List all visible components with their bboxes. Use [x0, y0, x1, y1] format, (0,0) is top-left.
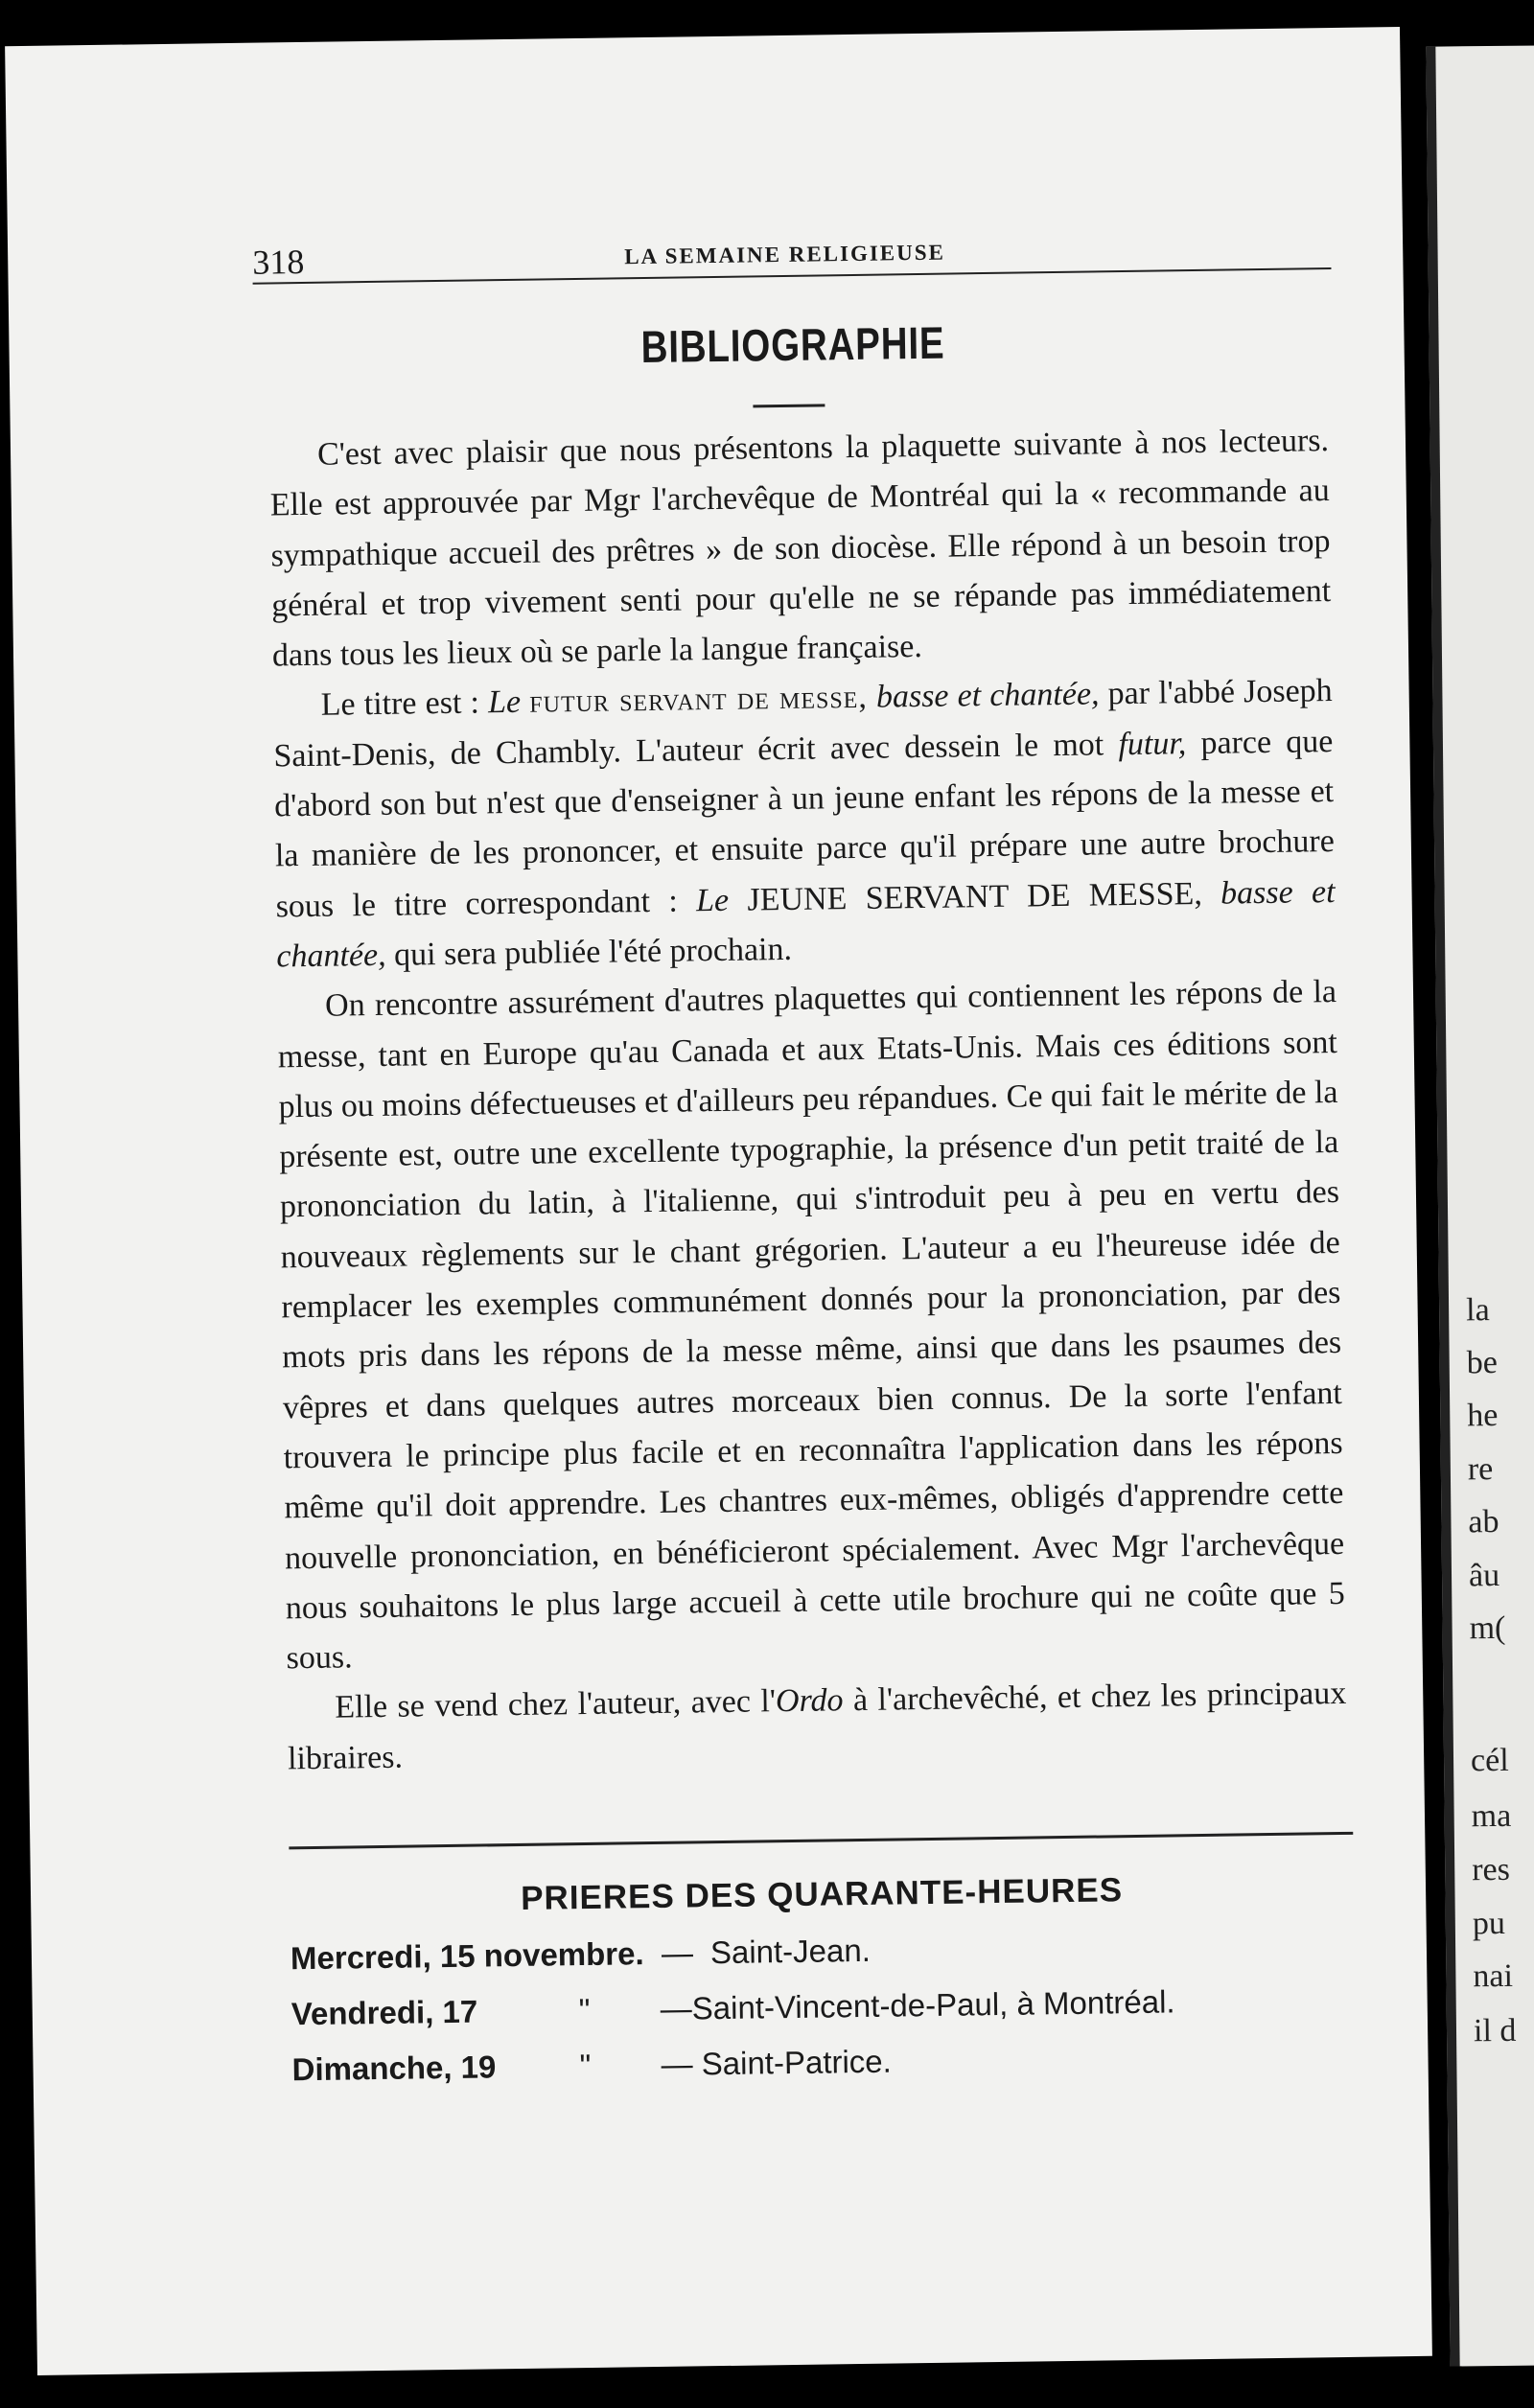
quarante-heures-schedule [290, 1868, 1357, 2107]
paragraph-4: Elle se vend chez l'auteur, avec l'Ordo à l'archevêché, et chez les principaux libraires. [287, 1676, 1347, 1777]
schedule-row: Mercredi, 15 novembre. — Saint-Jean. [290, 1932, 872, 1977]
journal-title: LA SEMAINE RELIGIEUSE [624, 240, 946, 269]
schedule-title: PRIERES DES QUARANTE-HEURES [520, 1871, 1124, 1917]
article-body [269, 416, 1348, 1784]
scanned-page [5, 27, 1432, 2375]
adjacent-page-edge: la be he re ab âu m( cél ma res pu nai il d [1426, 45, 1534, 2366]
page-number: 318 [252, 242, 305, 282]
paragraph-1: C'est avec plaisir que nous présentons la plaquette suivante à nos lecteurs. Elle est approuvée par Mgr l'archevêque de Montréal qui la « recommande au sympathique accueil des prêtres » de son diocèse. Elle répond à un besoin trop général et trop vivement senti pour qu'elle ne se répande pas immédiatement dans tous les lieux où se parle la langue française. [269, 423, 1332, 674]
title-rule [753, 404, 825, 407]
paragraph-2: Le titre est : Le futur servant de messe, basse et chantée, par l'abbé Joseph Saint-Denis, de Chambly. L'auteur écrit avec dessein le mot futur, parce que d'abord son but n'est que d'enseigner à un jeune enfant les répons de la messe et la manière de les prononcer, et ensuite parce qu'il prépare une autre brochure sous le titre correspondant : Le JEUNE SERVANT DE MESSE, basse et chantée, qui sera publiée l'été prochain. [273, 673, 1336, 975]
schedule-row: Vendredi, 17 " —Saint-Vincent-de-Paul, à Montréal. [291, 1983, 1175, 2032]
paragraph-3: On rencontre assurément d'autres plaquettes qui contiennent les répons de la messe, tant en Europe qu'au Canada et aux Etats-Unis. Mais ces éditions sont plus ou moins défectueuses et d'ailleurs peu répandues. Ce qui fait le mérite de la présente est, outre une excellente typographie, la présence d'un petit traité de la prononciation du latin, à l'italienne, qui s'introduit peu à peu en vertu des nouveaux règlements sur le chant grégorien. L'auteur a eu l'heureuse idée de remplacer les exemples communément donnés pour la prononciation, par des mots pris dans les répons de la messe même, ainsi que dans les psaumes des vêpres et dans quelques autres morceaux bien connus. De la sorte l'enfant trouvera le principe plus facile et en reconnaîtra l'application dans les répons même qu'il doit apprendre. Les chantres eux-mêmes, obligés d'apprendre cette nouvelle prononciation, en bénéficieront spécialement. Avec Mgr l'archevêque nous souhaitons le plus large accueil à cette utile brochure qui ne coûte que 5 sous. [277, 974, 1346, 1677]
schedule-row: Dimanche, 19 " — Saint-Patrice. [291, 2043, 893, 2088]
section-title: BIBLIOGRAPHIE [640, 316, 945, 373]
section-divider [289, 1832, 1353, 1849]
running-header [252, 210, 1332, 285]
